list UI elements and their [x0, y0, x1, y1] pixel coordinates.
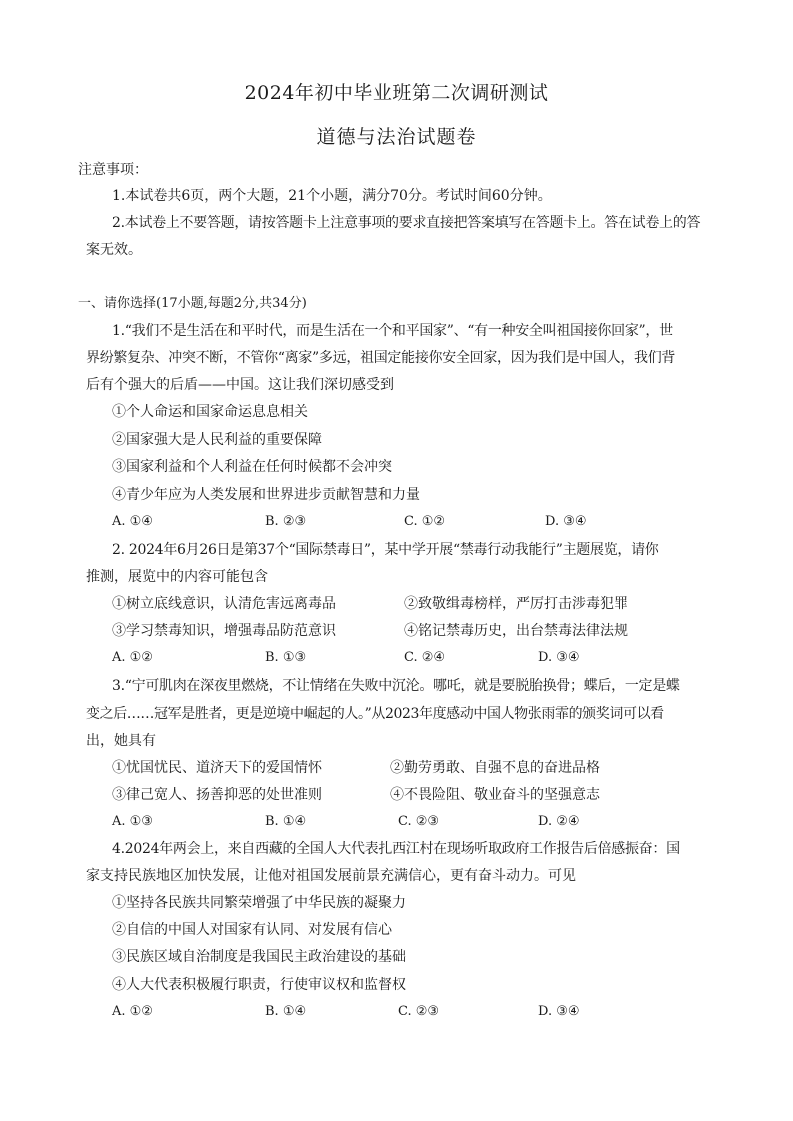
q3-stem-line-2: 变之后……冠军是胜者，更是逆境中崛起的人。”从2023年度感动中国人物张雨霏的颁奖词可以看 [86, 706, 664, 722]
q4-statement-4: ④人大代表积极履行职责，行使审议权和监督权 [112, 977, 406, 993]
q2-statement-1: ①树立底线意识，认清危害远离毒品 [112, 596, 336, 612]
q3-option-a: A. ①③ [112, 814, 153, 829]
q2-statement-2: ②致敬缉毒榜样，严厉打击涉毒犯罪 [404, 596, 628, 612]
q3-option-c: C. ②③ [398, 814, 440, 829]
q1-option-b: B. ②③ [265, 514, 307, 529]
q2-option-d: D. ③④ [538, 650, 580, 665]
exam-subtitle: 道德与法治试题卷 [316, 126, 477, 148]
q2-stem-line-2: 推测，展览中的内容可能包含 [86, 569, 268, 585]
notice-item-2-line-2: 案无效。 [86, 242, 142, 258]
q4-statement-2: ②自信的中国人对国家有认同、对发展有信心 [112, 922, 392, 938]
q4-option-c: C. ②③ [398, 1004, 440, 1019]
q4-stem-line-2: 家支持民族地区加快发展，让他对祖国发展前景充满信心，更有奋斗动力。可见 [86, 868, 576, 884]
q3-stem-line-1: 3.“宁可肌肉在深夜里燃烧，不让情绪在失败中沉沦。哪吒，就是要脱胎换骨；蝶后，一定是蝶 [112, 678, 680, 694]
q1-stem-line-1: 1.“我们不是生活在和平时代，而是生活在一个和平国家”、“有一种安全叫祖国接你回家”，世 [112, 323, 673, 339]
q3-option-d: D. ②④ [538, 814, 580, 829]
q3-statement-4: ④不畏险阻、敬业奋斗的坚强意志 [390, 787, 600, 803]
q1-statement-4: ④青少年应为人类发展和世界进步贡献智慧和力量 [112, 487, 420, 503]
q3-statement-3: ③律己宽人、扬善抑恶的处世准则 [112, 787, 322, 803]
notice-item-2-line-1: 2.本试卷上不要答题，请按答题卡上注意事项的要求直接把答案填写在答题卡上。答在试卷上的答 [112, 215, 701, 231]
q2-stem-line-1: 2. 2024年6月26日是第37个“国际禁毒日”，某中学开展“禁毒行动我能行”主题展览，请你 [112, 542, 659, 558]
q2-option-a: A. ①② [112, 650, 153, 665]
q1-statement-3: ③国家利益和个人利益在任何时候都不会冲突 [112, 459, 392, 475]
section-1-heading: 一、请你选择(17小题,每题2分,共34分) [78, 296, 307, 311]
q3-statement-1: ①忧国忧民、道济天下的爱国情怀 [112, 760, 322, 776]
q4-statement-1: ①坚持各民族共同繁荣增强了中华民族的凝聚力 [112, 895, 406, 911]
notice-heading: 注意事项： [78, 162, 148, 178]
q1-stem-line-2: 界纷繁复杂、冲突不断，不管你“离家”多远，祖国定能接你安全回家，因为我们是中国人，我们背 [86, 350, 676, 366]
q1-statement-2: ②国家强大是人民利益的重要保障 [112, 432, 322, 448]
notice-item-1: 1.本试卷共6页，两个大题，21个小题，满分70分。考试时间60分钟。 [112, 188, 552, 204]
q4-stem-line-1: 4.2024年两会上，来自西藏的全国人大代表扎西江村在现场听取政府工作报告后倍感振奋：国 [112, 841, 680, 857]
q1-option-a: A. ①④ [112, 514, 153, 529]
q1-option-c: C. ①② [404, 514, 446, 529]
q2-statement-3: ③学习禁毒知识，增强毒品防范意识 [112, 623, 336, 639]
q1-statement-1: ①个人命运和国家命运息息相关 [112, 404, 308, 420]
q2-option-b: B. ①③ [265, 650, 307, 665]
q3-stem-line-3: 出，她具有 [86, 733, 156, 749]
q4-option-d: D. ③④ [538, 1004, 580, 1019]
q4-option-a: A. ①② [112, 1004, 153, 1019]
q1-option-d: D. ③④ [545, 514, 587, 529]
q3-statement-2: ②勤劳勇敢、自强不息的奋进品格 [390, 760, 600, 776]
q2-statement-4: ④铭记禁毒历史，出台禁毒法律法规 [404, 623, 628, 639]
q4-statement-3: ③民族区域自治制度是我国民主政治建设的基础 [112, 949, 406, 965]
q3-option-b: B. ①④ [265, 814, 307, 829]
q1-stem-line-3: 后有个强大的后盾——中国。这让我们深切感受到 [86, 377, 394, 393]
exam-title: 2024年初中毕业班第二次调研测试 [244, 82, 549, 104]
q4-option-b: B. ①④ [265, 1004, 307, 1019]
q2-option-c: C. ②④ [404, 650, 446, 665]
